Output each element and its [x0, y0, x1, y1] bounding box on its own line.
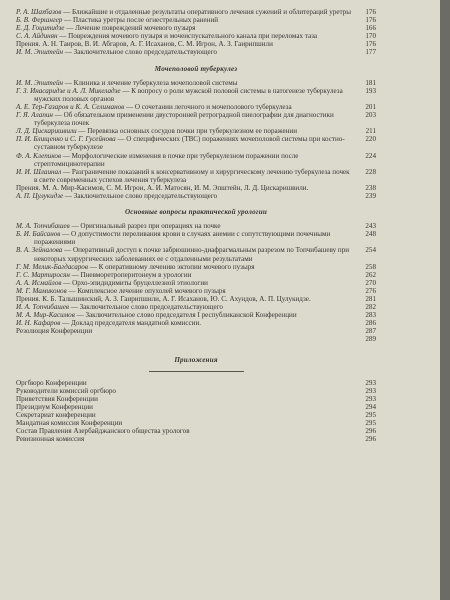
- appendix-entry: [16, 379, 376, 387]
- toc-entry-title: — Лечение повреждений мочевого пузыря: [64, 24, 196, 33]
- toc-page-number: 283: [365, 311, 376, 320]
- toc-page-number: 296: [365, 435, 376, 444]
- toc-entry-author: И. А. Топчибашев: [16, 303, 69, 312]
- section-heading-appendix: Приложения: [174, 355, 218, 364]
- toc-group-appendix: [16, 379, 376, 444]
- toc-page-number: 270: [365, 278, 376, 287]
- toc-entry-author: В. А. Зейналова: [16, 246, 63, 255]
- appendix-entry-label: Президиум Конференции: [16, 402, 93, 411]
- toc-entry-text: [16, 287, 352, 295]
- toc-entry-text: [16, 184, 352, 192]
- toc-page-number: 293: [365, 386, 376, 395]
- appendix-entry-label: Состав Правления Азербайджанского общества урологов: [16, 427, 190, 436]
- toc-page-number: 296: [365, 427, 376, 436]
- toc-entry-title: — Заключительное слово председательствующего: [68, 303, 223, 312]
- appendix-entry: [16, 435, 376, 443]
- toc-page-number: 220: [365, 135, 376, 144]
- toc-page-number: 248: [365, 230, 376, 239]
- toc-entry: [16, 127, 376, 135]
- toc-entry-text: [16, 152, 352, 168]
- appendix-entry: [16, 411, 376, 419]
- toc-entry-text: [16, 111, 352, 127]
- toc-entry: [16, 168, 376, 184]
- toc-page-number: 281: [365, 295, 376, 303]
- appendix-entry-label: Оргбюро Конференции: [16, 378, 87, 387]
- appendix-entry: [16, 395, 376, 403]
- toc-page-number: 286: [365, 319, 376, 328]
- toc-entry: [16, 152, 376, 168]
- toc-page-number: 293: [365, 394, 376, 403]
- page-edge: [440, 0, 450, 600]
- toc-entry-title: — О сочетании легочного и мочеполового туберкулеза: [124, 102, 292, 111]
- toc-entry: [16, 230, 376, 246]
- toc-entry-author: М. Г. Мамиконов: [16, 286, 67, 295]
- toc-entry-author: А. П. Цулукидзе: [16, 191, 64, 200]
- toc-page-number: 254: [365, 246, 376, 255]
- toc-entry: [16, 303, 376, 311]
- toc-entry-text: [16, 40, 352, 48]
- toc-page-number: 224: [365, 151, 376, 160]
- toc-entry: [16, 135, 376, 151]
- toc-entry-text: [16, 79, 352, 87]
- toc-entry-title: — Оригинальный разрез при операциях на почке: [69, 222, 221, 231]
- toc-entry-author: Р. А. Шахбазов: [16, 8, 62, 16]
- toc-entry-text: [16, 271, 352, 279]
- toc-entry-title: — Ближайшие и отдаленные результаты оперативного лечения сужений и облитераций уретры: [61, 8, 352, 16]
- toc-entry-author: Л. Д. Цискаришвили: [16, 127, 77, 136]
- toc-entry-text: [16, 311, 352, 319]
- toc-entry-title: — К оперативному лечению эктопии мочевого пузыря: [87, 262, 255, 271]
- toc-entry-text: [16, 279, 352, 287]
- appendix-entry: [16, 419, 376, 427]
- toc-page-number: 289: [365, 335, 376, 344]
- toc-entry-title: — Заключительное слово председательствующего: [63, 191, 218, 200]
- toc-entry-author: Б. В. Фершнгер: [16, 16, 63, 25]
- toc-entry-title: — Орхо-эпидидимиты бруцеллезной этиологии: [61, 278, 208, 287]
- toc-entry-author: Г. С. Мартиросян: [16, 270, 70, 279]
- toc-page-number: 211: [365, 127, 376, 136]
- toc-page-number: 203: [365, 111, 376, 120]
- toc-entry-title: — Доклад председателя мандатной комиссии.: [60, 319, 202, 328]
- toc-entry-title: Прения. К. Б. Талышинский, А. З. Гаирипшили, А. Г. Исаханов, Ю. С. Ахундов, А. П. Цулукидзе.: [16, 295, 311, 303]
- toc-entry-author: А. А. Исмайлов: [16, 278, 62, 287]
- toc-page-number: 238: [365, 183, 376, 192]
- toc-entry: [16, 246, 376, 262]
- toc-entry-text: [16, 230, 352, 246]
- section-heading-tuberculosis: Мочеполовой туберкулез: [154, 64, 238, 73]
- toc-page-number: 193: [365, 86, 376, 95]
- toc-page-number: 243: [365, 222, 376, 231]
- toc-page-number: 282: [365, 303, 376, 312]
- toc-entry-text: [16, 32, 352, 40]
- toc-entry: [16, 48, 376, 56]
- toc-entry-text: [16, 87, 352, 103]
- toc-page-number: 228: [365, 167, 376, 176]
- appendix-entry-label: Мандатная комиссия Конференции: [16, 419, 123, 428]
- toc-entry-title: — Заключительное слово председательствующего: [63, 48, 217, 57]
- toc-entry-title: Прения. М. А. Мир-Касимов, С. М. Игрон, А. И. Матосян, И. М. Эпштейн, Л. Д. Цискаришвили.: [16, 183, 309, 192]
- toc-entry: [16, 222, 376, 230]
- appendix-entry-label: Приветствия Конференции: [16, 394, 98, 403]
- toc-entry-author: П. И. Блищенко и С. Г. Гусейнова: [16, 135, 116, 144]
- toc-entry-title: — Об обязательном применении двусторонней ретроградной пиелографии для диагностики туберкулеза почек: [34, 111, 334, 128]
- toc-entry-author: Е. Д. Гоцитидзе: [16, 24, 65, 33]
- toc-entry-title: — Пластика уретры после огнестрельных ранений: [62, 16, 219, 25]
- toc-entry: [16, 295, 376, 303]
- table-of-contents: [16, 8, 376, 443]
- toc-group-upper: [16, 8, 376, 57]
- toc-entry-text: [16, 24, 352, 32]
- toc-entry-author: Г. Я. Алапин: [16, 111, 53, 120]
- toc-entry: [16, 263, 376, 271]
- toc-entry-title: Прения. А. Н. Таиров, В. И. Абгаров, А. Г. Исаханов, С. М. Игрон, А. З. Гаирипшили: [16, 40, 273, 49]
- appendix-entry-label: Секретариат конференции: [16, 411, 96, 420]
- toc-entry-title: — О допустимости переливания крови в случаях анемии с сопутствующими почечными поражениями: [34, 230, 331, 247]
- toc-page-number: 258: [365, 262, 376, 271]
- toc-entry: [16, 8, 376, 16]
- toc-entry: [16, 32, 376, 40]
- toc-page-number: 295: [365, 419, 376, 428]
- toc-entry-text: [16, 103, 352, 111]
- toc-entry: [16, 319, 376, 327]
- toc-entry-title: — Комплексное лечение опухолей мочевого пузыря: [66, 286, 226, 295]
- toc-entry-text: [16, 319, 352, 327]
- toc-entry: [16, 287, 376, 295]
- toc-entry-text: [16, 327, 352, 335]
- toc-entry-author: М. А. Мир-Касимов: [16, 311, 75, 320]
- toc-entry-author: И. Н. Кафаров: [16, 319, 61, 328]
- toc-entry: [16, 271, 376, 279]
- toc-entry: [16, 327, 376, 335]
- toc-entry-text: [16, 303, 352, 311]
- toc-trailing-page: [16, 335, 376, 343]
- toc-entry-text: [16, 8, 352, 16]
- toc-entry-author: Ф. А. Клепиков: [16, 151, 62, 160]
- toc-page-number: 294: [365, 402, 376, 411]
- toc-page-number: 287: [365, 327, 376, 336]
- toc-entry-title: — К вопросу о роли мужской половой системы в патогенезе туберкулеза мужских половых органов: [34, 86, 343, 103]
- toc-entry-author: И. М. Эпштейн: [16, 48, 64, 57]
- divider: [149, 371, 244, 372]
- toc-entry-title: — Разграничение показаний к консервативному и хирургическому лечению туберкулеза почек в свете современных успехов лечения туберкулеза: [34, 167, 350, 184]
- toc-entry-author: Г. З. Инасаридзе и А. Л. Микеладзе: [16, 86, 121, 95]
- toc-entry-title: — Перевязка основных сосудов почки при туберкулезном ее поражении: [76, 127, 297, 136]
- toc-entry-author: С. А. Айдинян: [16, 32, 58, 41]
- toc-page-number: 166: [365, 24, 376, 33]
- toc-group-practical-urology: [16, 222, 376, 335]
- appendix-entry: [16, 427, 376, 435]
- toc-entry: [16, 24, 376, 32]
- toc-entry-author: М. А. Топчибашев: [16, 222, 70, 231]
- toc-entry-text: [16, 263, 352, 271]
- toc-entry: [16, 16, 376, 24]
- toc-entry-author: А. Е. Тер-Газаров и К. А. Селиманов: [16, 102, 125, 111]
- appendix-entry-label: Руководители комиссий оргбюро: [16, 386, 116, 395]
- toc-entry: [16, 184, 376, 192]
- toc-entry-text: [16, 135, 352, 151]
- toc-page-number: 177: [365, 48, 376, 57]
- toc-entry-title: — Заключительное слово председателя I республиканской Конференции: [74, 311, 297, 320]
- toc-entry-text: [16, 127, 352, 135]
- toc-entry-text: [16, 16, 352, 24]
- toc-page-number: 239: [365, 191, 376, 200]
- toc-entry-title: — Оперативный доступ к почке забрюшинно-диафрагмальным разрезом по Топчибашеву при некоторых хирургических заболеваниях ее с отдаленными результатами: [34, 246, 350, 263]
- toc-entry-text: [16, 192, 352, 200]
- toc-entry: [16, 192, 376, 200]
- toc-entry-text: [16, 246, 352, 262]
- toc-page-number: 176: [365, 16, 376, 25]
- toc-entry-title: — Морфологические изменения в почке при туберкулезном поражении после стрептомицинотерапии: [34, 151, 299, 168]
- toc-entry-title: — Клиника и лечение туберкулеза мочеполовой системы: [63, 78, 238, 87]
- toc-entry-text: [16, 222, 352, 230]
- toc-entry-author: И. М. Эпштейн: [16, 78, 64, 87]
- toc-page-number: 295: [365, 411, 376, 420]
- toc-page-number: 276: [365, 286, 376, 295]
- toc-page-number: 176: [365, 8, 376, 16]
- toc-entry-title: — О специфических (ТВС) поражениях мочеполовой системы при костно-суставном туберкулезе: [34, 135, 345, 152]
- section-heading-practical-urology: Основные вопросы практической урологии: [124, 208, 267, 217]
- toc-entry-title: — Пневморетроперитонеум в урологии: [69, 270, 192, 279]
- toc-entry: [16, 103, 376, 111]
- toc-page-number: 201: [365, 102, 376, 111]
- toc-entry-title: Резолюция Конференции: [16, 327, 93, 336]
- toc-page-number: 262: [365, 270, 376, 279]
- toc-entry: [16, 87, 376, 103]
- toc-entry-text: [16, 48, 352, 56]
- toc-entry: [16, 79, 376, 87]
- toc-entry-text: [16, 295, 352, 303]
- toc-entry-title: — Повреждения мочевого пузыря и мочеиспускательного канала при переломах таза: [57, 32, 318, 41]
- toc-entry: [16, 311, 376, 319]
- toc-entry: [16, 111, 376, 127]
- toc-page-number: 181: [365, 78, 376, 87]
- toc-entry: [16, 40, 376, 48]
- toc-entry-author: Б. И. Байсанов: [16, 230, 61, 239]
- appendix-entry: [16, 387, 376, 395]
- toc-entry: [16, 279, 376, 287]
- toc-page-number: 293: [365, 378, 376, 387]
- appendix-entry: [16, 403, 376, 411]
- toc-entry-text: [16, 168, 352, 184]
- toc-page-number: 170: [365, 32, 376, 41]
- toc-entry-author: И. И. Шлаинал: [16, 167, 62, 176]
- appendix-entry-label: Ревизионная комиссия: [16, 435, 85, 444]
- toc-page-number: 176: [365, 40, 376, 49]
- toc-entry-author: Г. М. Мелик-Багдасаров: [16, 262, 88, 271]
- toc-group-tuberculosis: [16, 79, 376, 200]
